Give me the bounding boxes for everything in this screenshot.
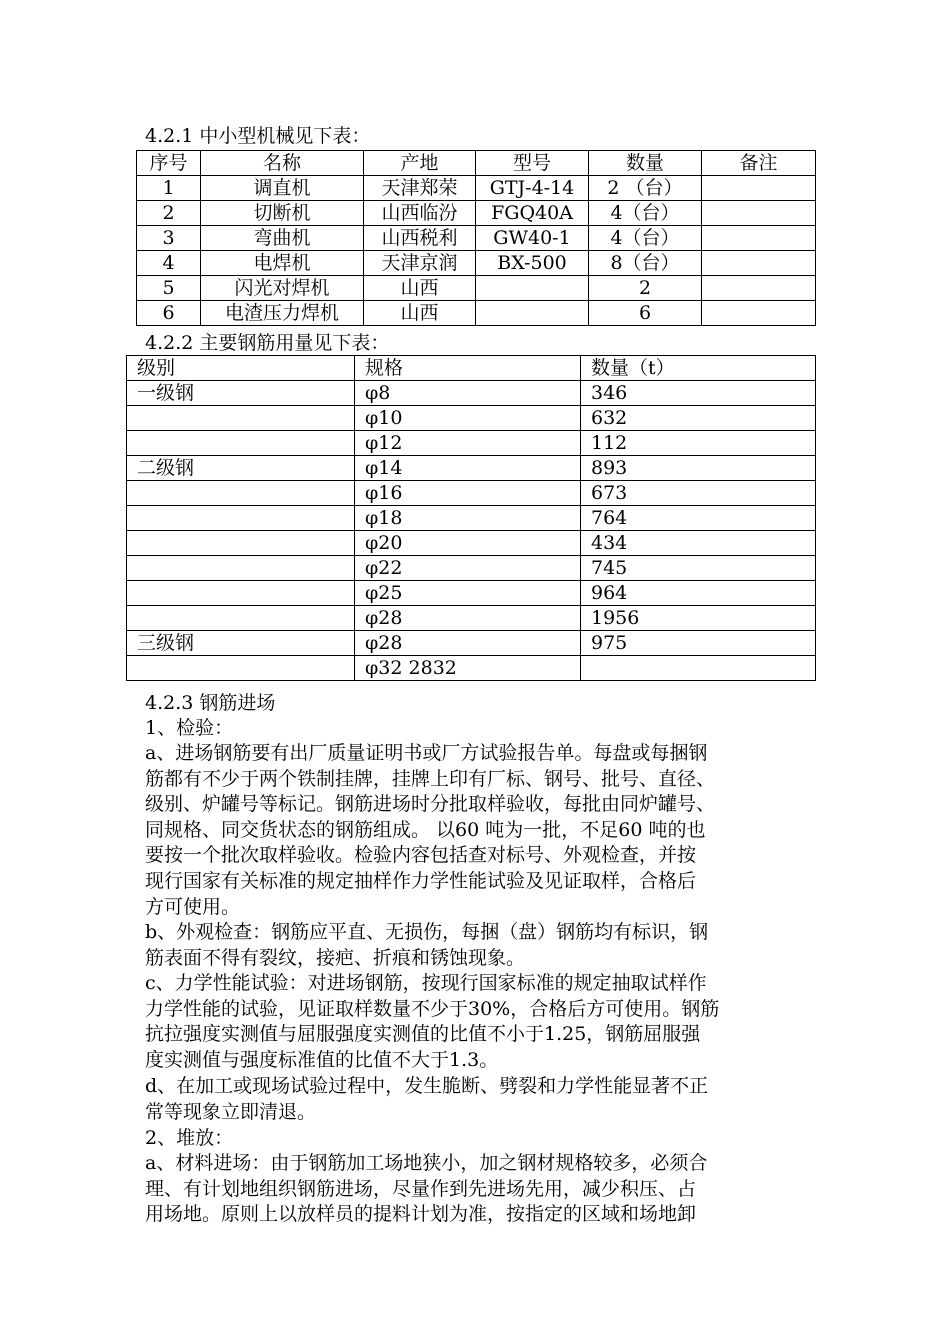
paragraph-line: 筋都有不少于两个铁制挂牌，挂牌上印有厂标、钢号、批号、直径、 [145,767,716,790]
table-cell [127,531,355,556]
machine-row [137,176,816,201]
steel-row [127,406,816,431]
machine-row-header [137,151,816,176]
header-cell: 规格 [355,356,581,381]
table-cell [127,506,355,531]
table-cell [702,226,816,251]
table-cell [127,431,355,456]
table-cell: 3 [137,226,201,251]
paragraph-line: b、外观检查：钢筋应平直、无损伤，每捆（盘）钢筋均有标识，钢 [145,921,709,943]
paragraph-line: d、在加工或现场试验过程中，发生脆断、劈裂和力学性能显著不正 [145,1075,709,1097]
paragraph-e [145,1151,805,1228]
table-cell: φ20 [355,531,581,556]
table-cell [702,251,816,276]
table-cell: φ8 [355,381,581,406]
table-cell: 山西临汾 [364,201,476,226]
table-cell: 切断机 [201,201,364,226]
section-4-2-2-title: 4.2.2 主要钢筋用量见下表： [145,332,390,354]
table-cell: φ16 [355,481,581,506]
table-cell: 1 [137,176,201,201]
table-cell: φ22 [355,556,581,581]
steel-row [127,606,816,631]
table-cell: 2 [137,201,201,226]
paragraph-line: 抗拉强度实测值与屈服强度实测值的比值不小于1.25，钢筋屈服强 [145,1023,701,1046]
paragraph-line: 常等现象立即清退。 [145,1100,317,1123]
table-cell: φ18 [355,506,581,531]
header-cell: 名称 [201,151,364,176]
table-cell: 6 [137,301,201,326]
machine-row [137,226,816,251]
table-cell: 5 [137,276,201,301]
table-cell: 893 [581,456,816,481]
table-cell [476,276,589,301]
table-cell: 山西 [364,276,476,301]
table-cell [702,301,816,326]
table-cell: 三级钢 [127,631,355,656]
table-cell: 二级钢 [127,456,355,481]
steel-row [127,506,816,531]
steel-row-header [127,356,816,381]
paragraph-b [145,920,805,971]
steel-row [127,481,816,506]
table-cell: 6 [589,301,702,326]
steel-row [127,531,816,556]
paragraph-line: 理、有计划地组织钢筋进场，尽量作到先进场先用，减少积压、占 [145,1177,697,1200]
machine-row [137,276,816,301]
table-cell [127,556,355,581]
table-cell: 4 [137,251,201,276]
header-cell: 级别 [127,356,355,381]
table-cell: φ10 [355,406,581,431]
header-cell: 数量 [589,151,702,176]
table-cell [127,481,355,506]
table-cell: 8（台） [589,251,702,276]
paragraph-a [145,741,805,920]
paragraph-line: 要按一个批次取样验收。检验内容包括查对标号、外观检查，并按 [145,844,697,867]
table-cell: φ25 [355,581,581,606]
table-cell: 2 [589,276,702,301]
table-cell: 964 [581,581,816,606]
table-cell: 调直机 [201,176,364,201]
table-cell: 弯曲机 [201,226,364,251]
table-cell [127,406,355,431]
table-cell: 346 [581,381,816,406]
section-4-2-1-title: 4.2.1 中小型机械见下表： [145,125,371,147]
steel-row [127,631,816,656]
paragraph-line: 度实测值与强度标准值的比值不大于1.3。 [145,1048,499,1071]
table-cell: GTJ-4-14 [476,176,589,201]
machines-table [136,150,816,326]
steel-row [127,556,816,581]
table-cell: φ32 2832 [355,656,581,681]
table-cell: 一级钢 [127,381,355,406]
table-cell: BX-500 [476,251,589,276]
table-cell: 4（台） [589,226,702,251]
paragraph-line: c、力学性能试验：对进场钢筋，按现行国家标准的规定抽取试样作 [145,972,707,994]
steel-row [127,381,816,406]
table-cell: 745 [581,556,816,581]
steel-row [127,656,816,681]
paragraph-line: 级别、炉罐号等标记。钢筋进场时分批取样验收，每批由同炉罐号、 [145,793,716,816]
table-cell: 112 [581,431,816,456]
header-cell: 数量（t） [581,356,816,381]
table-cell [581,656,816,681]
table-cell: GW40-1 [476,226,589,251]
paragraph-c [145,971,805,1073]
table-cell: FGQ40A [476,201,589,226]
table-cell [702,276,816,301]
machine-row [137,301,816,326]
stacking-heading: 2、堆放： [145,1127,234,1149]
table-cell: 4（台） [589,201,702,226]
table-cell: 975 [581,631,816,656]
paragraph-line: 方可使用。 [145,895,241,918]
table-cell: 632 [581,406,816,431]
table-cell: φ12 [355,431,581,456]
header-cell: 序号 [137,151,201,176]
table-cell: 山西 [364,301,476,326]
table-cell: φ28 [355,631,581,656]
table-cell: 天津郑荣 [364,176,476,201]
steel-row [127,581,816,606]
table-cell: φ14 [355,456,581,481]
inspection-heading: 1、检验： [145,717,234,739]
table-cell: 2 （台） [589,176,702,201]
table-cell [476,301,589,326]
header-cell: 型号 [476,151,589,176]
table-cell: 电渣压力焊机 [201,301,364,326]
table-cell: 764 [581,506,816,531]
table-cell [127,606,355,631]
section-4-2-3-title: 4.2.3 钢筋进场 [145,692,276,714]
table-cell: 电焊机 [201,251,364,276]
paragraph-line: a、进场钢筋要有出厂质量证明书或厂方试验报告单。每盘或每捆钢 [145,742,708,764]
steel-row [127,431,816,456]
steel-table [126,355,816,681]
table-cell [127,656,355,681]
table-cell [127,581,355,606]
header-cell: 备注 [702,151,816,176]
paragraph-line: 筋表面不得有裂纹，接疤、折痕和锈蚀现象。 [145,946,526,969]
table-cell [702,176,816,201]
table-cell: 434 [581,531,816,556]
table-cell: 673 [581,481,816,506]
steel-row [127,456,816,481]
paragraph-d [145,1074,805,1125]
table-cell [702,201,816,226]
header-cell: 产地 [364,151,476,176]
paragraph-line: 同规格、同交货状态的钢筋组成。 以60 吨为一批，不足60 吨的也 [145,818,706,841]
paragraph-line: 力学性能的试验，见证取样数量不少于30%，合格后方可使用。钢筋 [145,997,720,1020]
table-cell: 山西税利 [364,226,476,251]
machine-row [137,251,816,276]
table-cell: 天津京润 [364,251,476,276]
paragraph-line: 用场地。原则上以放样员的提料计划为准，按指定的区域和场地卸 [145,1203,697,1226]
paragraph-line: a、材料进场：由于钢筋加工场地狭小，加之钢材规格较多，必须合 [145,1152,708,1174]
table-cell: φ28 [355,606,581,631]
table-cell: 1956 [581,606,816,631]
paragraph-line: 现行国家有关标准的规定抽样作力学性能试验及见证取样，合格后 [145,869,697,892]
table-cell: 闪光对焊机 [201,276,364,301]
machine-row [137,201,816,226]
